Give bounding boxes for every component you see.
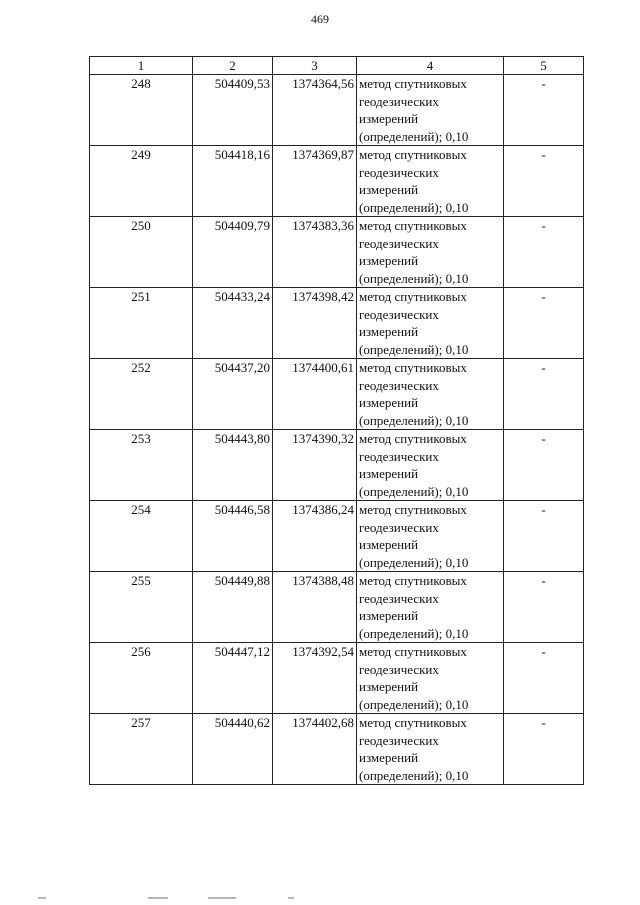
method-cell: метод спутниковых геодезических измерений (определений); 0,10	[357, 501, 504, 572]
note-cell: -	[504, 572, 584, 643]
note-cell: -	[504, 146, 584, 217]
coordinates-table	[89, 56, 584, 785]
table-row	[90, 501, 584, 572]
table-row	[90, 643, 584, 714]
point-number-cell: 255	[90, 572, 193, 643]
note-cell: -	[504, 217, 584, 288]
note-cell: -	[504, 430, 584, 501]
x-coordinate-cell: 504418,16	[193, 146, 273, 217]
footer-scan-marks	[38, 897, 308, 901]
table-row	[90, 572, 584, 643]
note-cell: -	[504, 643, 584, 714]
table-header-row	[90, 57, 584, 75]
x-coordinate-cell: 504409,79	[193, 217, 273, 288]
method-cell: метод спутниковых геодезических измерений (определений); 0,10	[357, 217, 504, 288]
table-row	[90, 146, 584, 217]
scan-mark	[288, 897, 294, 899]
scan-mark	[148, 897, 168, 899]
page-number: 469	[311, 12, 329, 26]
point-number-cell: 256	[90, 643, 193, 714]
table-row	[90, 217, 584, 288]
y-coordinate-cell: 1374388,48	[273, 572, 357, 643]
y-coordinate-cell: 1374400,61	[273, 359, 357, 430]
y-coordinate-cell: 1374369,87	[273, 146, 357, 217]
x-coordinate-cell: 504440,62	[193, 714, 273, 785]
column-header-5: 5	[504, 57, 584, 75]
note-cell: -	[504, 359, 584, 430]
column-header-2: 2	[193, 57, 273, 75]
y-coordinate-cell: 1374386,24	[273, 501, 357, 572]
table-row	[90, 75, 584, 146]
method-cell: метод спутниковых геодезических измерений (определений); 0,10	[357, 572, 504, 643]
x-coordinate-cell: 504409,53	[193, 75, 273, 146]
scan-mark	[38, 897, 46, 899]
method-cell: метод спутниковых геодезических измерений (определений); 0,10	[357, 643, 504, 714]
column-header-3: 3	[273, 57, 357, 75]
y-coordinate-cell: 1374402,68	[273, 714, 357, 785]
x-coordinate-cell: 504447,12	[193, 643, 273, 714]
x-coordinate-cell: 504433,24	[193, 288, 273, 359]
table-row	[90, 430, 584, 501]
table-row	[90, 714, 584, 785]
y-coordinate-cell: 1374364,56	[273, 75, 357, 146]
point-number-cell: 250	[90, 217, 193, 288]
note-cell: -	[504, 501, 584, 572]
point-number-cell: 248	[90, 75, 193, 146]
method-cell: метод спутниковых геодезических измерений (определений); 0,10	[357, 359, 504, 430]
x-coordinate-cell: 504437,20	[193, 359, 273, 430]
column-header-4: 4	[357, 57, 504, 75]
point-number-cell: 254	[90, 501, 193, 572]
method-cell: метод спутниковых геодезических измерений (определений); 0,10	[357, 714, 504, 785]
x-coordinate-cell: 504443,80	[193, 430, 273, 501]
note-cell: -	[504, 75, 584, 146]
y-coordinate-cell: 1374383,36	[273, 217, 357, 288]
method-cell: метод спутниковых геодезических измерений (определений); 0,10	[357, 288, 504, 359]
y-coordinate-cell: 1374398,42	[273, 288, 357, 359]
note-cell: -	[504, 288, 584, 359]
x-coordinate-cell: 504446,58	[193, 501, 273, 572]
table-row	[90, 359, 584, 430]
x-coordinate-cell: 504449,88	[193, 572, 273, 643]
y-coordinate-cell: 1374392,54	[273, 643, 357, 714]
method-cell: метод спутниковых геодезических измерений (определений); 0,10	[357, 75, 504, 146]
point-number-cell: 252	[90, 359, 193, 430]
scan-mark	[208, 897, 236, 899]
method-cell: метод спутниковых геодезических измерений (определений); 0,10	[357, 146, 504, 217]
point-number-cell: 251	[90, 288, 193, 359]
table-row	[90, 288, 584, 359]
point-number-cell: 253	[90, 430, 193, 501]
method-cell: метод спутниковых геодезических измерений (определений); 0,10	[357, 430, 504, 501]
y-coordinate-cell: 1374390,32	[273, 430, 357, 501]
point-number-cell: 257	[90, 714, 193, 785]
column-header-1: 1	[90, 57, 193, 75]
point-number-cell: 249	[90, 146, 193, 217]
note-cell: -	[504, 714, 584, 785]
